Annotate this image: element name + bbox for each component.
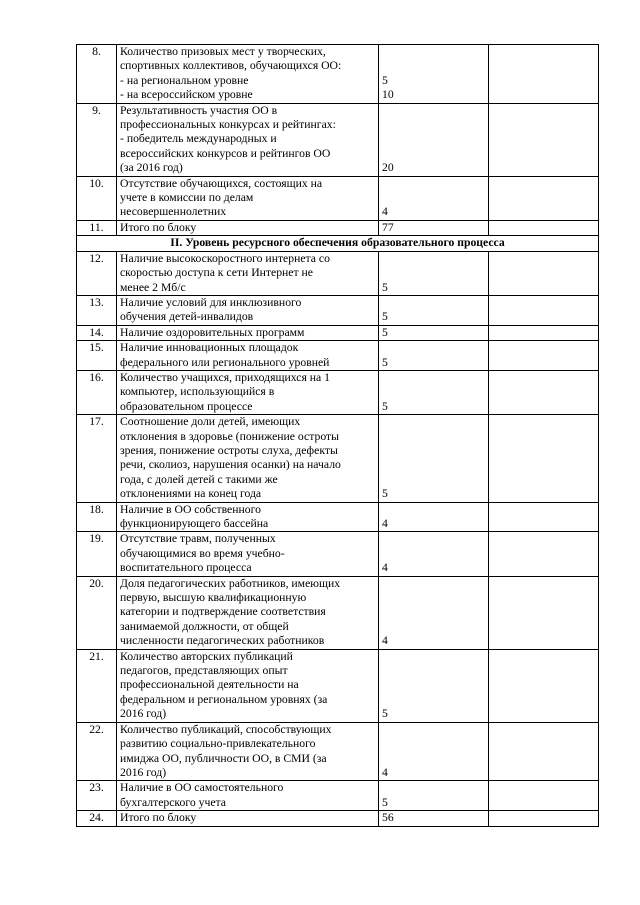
score-value: 20 <box>379 103 489 176</box>
criterion-text: Наличие в ОО собственного функционирующего бассейна <box>117 502 379 532</box>
table-row <box>77 649 599 722</box>
score-value: 4 <box>379 502 489 532</box>
score-value: 5 <box>379 295 489 325</box>
empty-cell <box>489 251 599 295</box>
empty-cell <box>489 649 599 722</box>
table-row <box>77 502 599 532</box>
row-number: 24. <box>77 811 117 826</box>
table-row <box>77 722 599 781</box>
criteria-table <box>76 44 599 827</box>
score-value: 4 <box>379 576 489 649</box>
score-value: 56 <box>379 811 489 826</box>
criterion-text: Итого по блоку <box>117 811 379 826</box>
empty-cell <box>489 781 599 811</box>
table-row <box>77 251 599 295</box>
empty-cell <box>489 415 599 502</box>
table-row <box>77 103 599 176</box>
criterion-text: Отсутствие травм, полученных обучающимися во время учебно- воспитательного процесса <box>117 532 379 576</box>
empty-cell <box>489 176 599 220</box>
section-header <box>77 236 599 251</box>
score-value: 5 <box>379 370 489 414</box>
criterion-text: Наличие условий для инклюзивного обучения детей-инвалидов <box>117 295 379 325</box>
document-page <box>76 44 598 827</box>
score-value: 4 <box>379 532 489 576</box>
row-number: 11. <box>77 220 117 235</box>
table-row <box>77 176 599 220</box>
row-number: 8. <box>77 45 117 104</box>
table-row <box>77 781 599 811</box>
criterion-text: Результативность участия ОО в профессиональных конкурсах и рейтингах: - победитель международных и всероссийских конкурсов и рейтингов ОО (за 2016 год) <box>117 103 379 176</box>
criterion-text: Количество публикаций, способствующих развитию социально-привлекательного имиджа ОО, публичности ОО, в СМИ (за 2016 год) <box>117 722 379 781</box>
empty-cell <box>489 220 599 235</box>
row-number: 21. <box>77 649 117 722</box>
criterion-text: Доля педагогических работников, имеющих первую, высшую квалификационную категории и подтверждение соответствия занимаемой должности, от общей численности педагогических работников <box>117 576 379 649</box>
row-number: 19. <box>77 532 117 576</box>
empty-cell <box>489 103 599 176</box>
row-number: 14. <box>77 325 117 340</box>
empty-cell <box>489 532 599 576</box>
row-number: 22. <box>77 722 117 781</box>
score-value: 5 <box>379 649 489 722</box>
criterion-text: Наличие оздоровительных программ <box>117 325 379 340</box>
criterion-text: Количество призовых мест у творческих, спортивных коллективов, обучающихся ОО: - на региональном уровне - на всероссийском уровне <box>117 45 379 104</box>
row-number: 9. <box>77 103 117 176</box>
row-number: 18. <box>77 502 117 532</box>
score-value: 5 <box>379 251 489 295</box>
score-value: 4 <box>379 176 489 220</box>
empty-cell <box>489 811 599 826</box>
empty-cell <box>489 576 599 649</box>
empty-cell <box>489 45 599 104</box>
table-row <box>77 811 599 826</box>
score-value: 5 10 <box>379 45 489 104</box>
score-value: 5 <box>379 341 489 371</box>
table-row <box>77 415 599 502</box>
score-value: 5 <box>379 415 489 502</box>
table-row <box>77 325 599 340</box>
criteria-block-2 <box>77 251 599 826</box>
empty-cell <box>489 295 599 325</box>
row-number: 12. <box>77 251 117 295</box>
empty-cell <box>489 722 599 781</box>
criterion-text: Итого по блоку <box>117 220 379 235</box>
table-row <box>77 295 599 325</box>
row-number: 13. <box>77 295 117 325</box>
criterion-text: Соотношение доли детей, имеющих отклонения в здоровье (понижение остроты зрения, понижение остроты слуха, дефекты речи, сколиоз, нарушения осанки) на начало года, с долей детей с такими же отклонениями на конец года <box>117 415 379 502</box>
criterion-text: Отсутствие обучающихся, состоящих на учете в комиссии по делам несовершеннолетних <box>117 176 379 220</box>
section-title: II. Уровень ресурсного обеспечения образовательного процесса <box>77 236 599 251</box>
table-row <box>77 341 599 371</box>
score-value: 5 <box>379 325 489 340</box>
empty-cell <box>489 325 599 340</box>
table-row <box>77 45 599 104</box>
criterion-text: Наличие высокоскоростного интернета со скоростью доступа к сети Интернет не менее 2 Мб/с <box>117 251 379 295</box>
table-row <box>77 532 599 576</box>
row-number: 16. <box>77 370 117 414</box>
empty-cell <box>489 370 599 414</box>
score-value: 77 <box>379 220 489 235</box>
criteria-block-1 <box>77 45 599 236</box>
row-number: 17. <box>77 415 117 502</box>
table-row <box>77 220 599 235</box>
row-number: 15. <box>77 341 117 371</box>
empty-cell <box>489 502 599 532</box>
score-value: 4 <box>379 722 489 781</box>
empty-cell <box>489 341 599 371</box>
table-row <box>77 370 599 414</box>
row-number: 23. <box>77 781 117 811</box>
table-row <box>77 576 599 649</box>
row-number: 10. <box>77 176 117 220</box>
score-value: 5 <box>379 781 489 811</box>
criterion-text: Количество учащихся, приходящихся на 1 компьютер, использующийся в образовательном процессе <box>117 370 379 414</box>
criterion-text: Наличие в ОО самостоятельного бухгалтерского учета <box>117 781 379 811</box>
criterion-text: Количество авторских публикаций педагогов, представляющих опыт профессиональной деятельности на федеральном и региональном уровнях (за 2016 год) <box>117 649 379 722</box>
row-number: 20. <box>77 576 117 649</box>
criterion-text: Наличие инновационных площадок федерального или регионального уровней <box>117 341 379 371</box>
